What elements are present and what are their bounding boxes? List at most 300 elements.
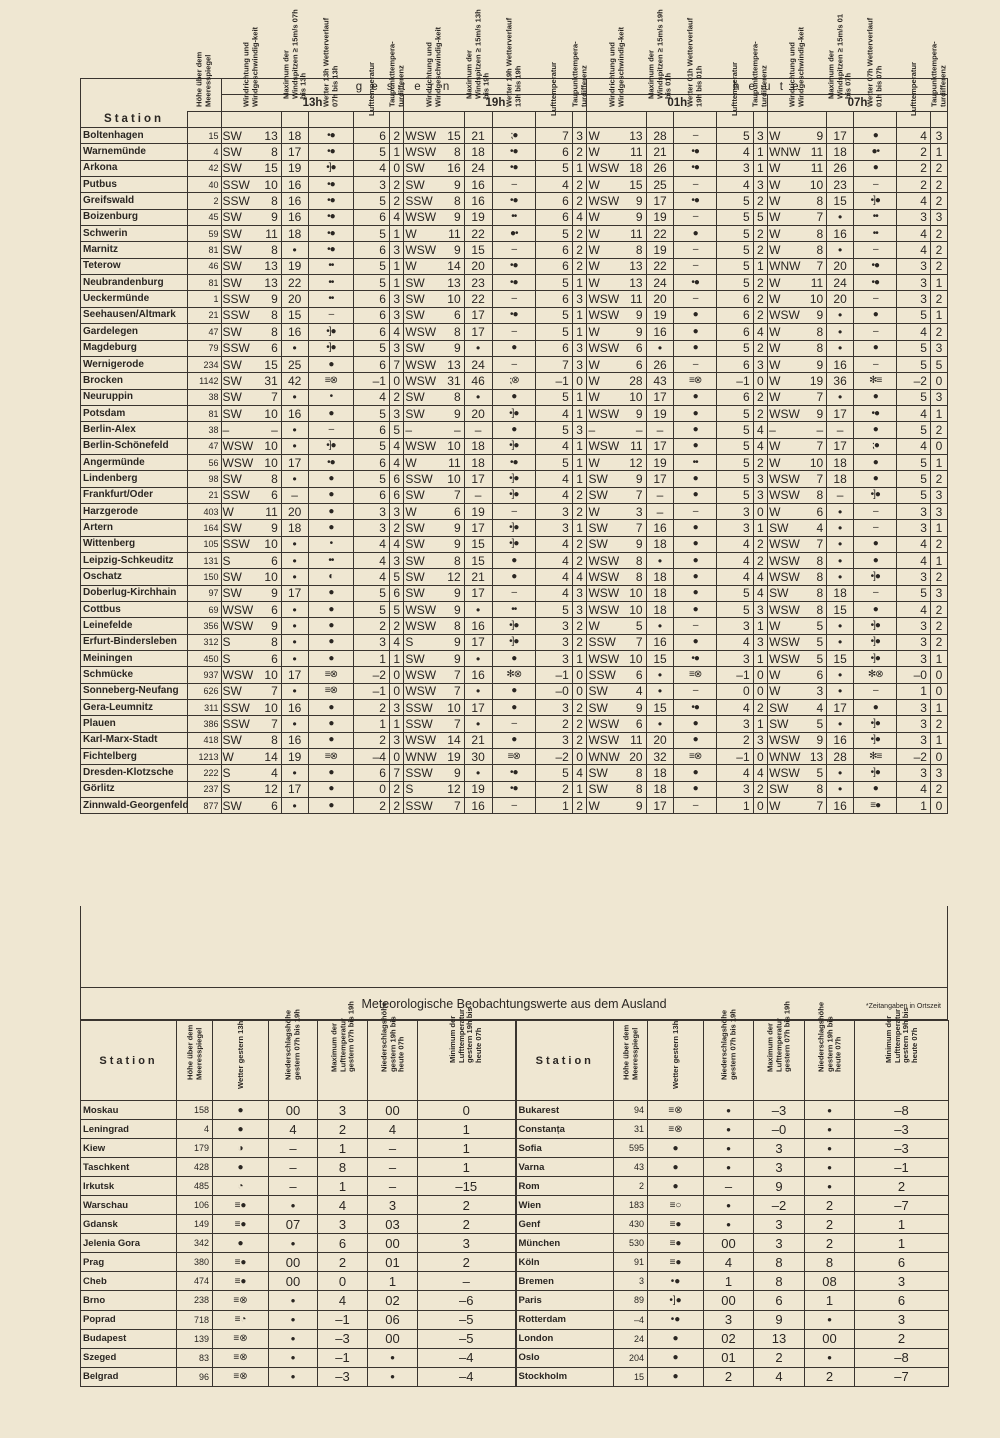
wind-max: •	[646, 340, 674, 356]
dewpoint-difference: 1	[930, 275, 947, 291]
weather-symbol: ●	[853, 552, 897, 568]
weather-symbol: •●	[674, 144, 716, 160]
ausland-value: –1	[318, 1348, 368, 1367]
weather-symbol: –	[853, 291, 897, 307]
air-temperature: –0	[536, 683, 573, 699]
ausland-value: 6	[855, 1253, 949, 1272]
ausland-value: 204	[614, 1348, 648, 1367]
ausland-station-name: Poprad	[81, 1310, 177, 1329]
station-name: Magdeburg	[81, 340, 188, 356]
ausland-station-name: Jelenia Gora	[81, 1234, 177, 1253]
wind-max: •	[281, 798, 308, 814]
dewpoint-difference: 4	[389, 634, 404, 650]
weather-symbol: –	[674, 503, 716, 519]
wind-direction: WSW	[404, 602, 443, 618]
wind-direction: SSW	[222, 292, 250, 307]
dewpoint-difference: 0	[930, 798, 947, 814]
ausland-value: 4	[318, 1291, 368, 1310]
air-temperature: 5	[897, 585, 930, 601]
wind-direction: WSW	[404, 667, 443, 683]
wind-direction: SW	[221, 683, 251, 699]
dewpoint-difference: 2	[930, 618, 947, 634]
air-temperature: 6	[716, 356, 753, 372]
wind-max: 15	[646, 651, 674, 667]
wind-max: 25	[646, 177, 674, 193]
weather-symbol: •]●	[853, 716, 897, 732]
dewpoint-difference: 1	[753, 618, 768, 634]
dewpoint-difference: 2	[572, 487, 587, 503]
dewpoint-difference: 3	[930, 503, 947, 519]
wind-speed: 7	[624, 520, 646, 536]
air-temperature: 5	[897, 389, 930, 405]
wind-direction: SSW	[222, 341, 250, 356]
wind-speed: 8	[804, 340, 826, 356]
wind-speed: 8	[251, 144, 281, 160]
ausland-station-header-right: Station	[516, 1021, 614, 1101]
col-header-p01-4: Taupunkttempera-turdifferenz	[753, 111, 768, 127]
dewpoint-difference: 1	[930, 651, 947, 667]
air-temperature: 4	[897, 226, 930, 242]
table-row	[81, 307, 948, 323]
ausland-value: •	[805, 1101, 855, 1120]
table-row	[81, 683, 948, 699]
table-row	[81, 422, 948, 438]
station-name: Brocken	[81, 373, 188, 389]
wind-max: 19	[646, 405, 674, 421]
wind-speed: 9	[624, 798, 646, 814]
wind-direction: W	[587, 177, 624, 193]
wind-direction: SW	[221, 209, 251, 225]
weather-symbol: •]●	[853, 732, 897, 748]
ausland-value: –8	[855, 1101, 949, 1120]
wind-speed: 10	[251, 177, 281, 193]
air-temperature: 4	[716, 144, 753, 160]
wind-direction: W	[768, 356, 805, 372]
wind-max: 17	[827, 700, 854, 716]
ausland-value: –	[269, 1177, 318, 1196]
wind-direction: W	[768, 193, 805, 209]
weather-symbol: •●	[492, 160, 536, 176]
station-height: 105	[188, 536, 221, 552]
wind-direction: SW	[587, 781, 624, 797]
dewpoint-difference: 3	[389, 340, 404, 356]
dewpoint-difference: 0	[753, 749, 768, 765]
ausland-value: 428	[177, 1158, 213, 1177]
wind-direction: WSW	[404, 324, 443, 340]
weather-symbol: ●	[674, 732, 716, 748]
station-height: 237	[188, 781, 221, 797]
air-temperature: 3	[716, 160, 753, 176]
ausland-col-header-left-0: Höhe über dem Meeresspiegel	[177, 1021, 213, 1101]
wind-speed: 9	[624, 193, 646, 209]
dewpoint-difference: 0	[753, 683, 768, 699]
weather-symbol: •]●	[308, 438, 354, 454]
weather-symbol: ●	[674, 569, 716, 585]
wind-direction: W	[587, 324, 624, 340]
ausland-row	[81, 1234, 949, 1253]
wind-direction: W	[768, 160, 805, 176]
wind-max: 17	[646, 389, 674, 405]
station-name: Boltenhagen	[81, 128, 188, 144]
dewpoint-difference: 3	[389, 405, 404, 421]
air-temperature: 3	[897, 569, 930, 585]
wind-speed: 11	[624, 291, 646, 307]
wind-speed: 9	[624, 324, 646, 340]
ausland-value: –	[418, 1272, 516, 1291]
station-height: 81	[188, 405, 221, 421]
dewpoint-difference: 1	[753, 144, 768, 160]
ausland-value: 9	[754, 1177, 805, 1196]
ausland-section	[80, 988, 948, 1387]
ausland-value: 2	[418, 1215, 516, 1234]
ausland-value: 3	[754, 1215, 805, 1234]
wind-speed: 5	[804, 716, 826, 732]
wind-direction: W	[587, 275, 624, 291]
ausland-note: *Zeitangaben in Ortszeit	[865, 1003, 941, 1010]
air-temperature: 5	[536, 275, 573, 291]
dewpoint-difference: 3	[753, 356, 768, 372]
wind-max: 20	[464, 405, 492, 421]
air-temperature: 6	[354, 128, 390, 144]
wind-speed: 9	[624, 209, 646, 225]
air-temperature: 2	[536, 716, 573, 732]
weather-symbol: ••	[308, 275, 354, 291]
weather-symbol: •●	[308, 144, 354, 160]
wind-max: 26	[827, 160, 854, 176]
ausland-value: –4	[418, 1348, 516, 1367]
ausland-value: 0	[418, 1101, 516, 1120]
wind-speed: 8	[624, 569, 646, 585]
air-temperature: 6	[536, 144, 573, 160]
wind-speed: 4	[251, 765, 281, 781]
header-07h: 07h	[768, 95, 948, 111]
dewpoint-difference: 2	[389, 177, 404, 193]
wind-max: 18	[646, 585, 674, 601]
weather-symbol: –	[853, 683, 897, 699]
ausland-station-name: Moskau	[81, 1101, 177, 1120]
wind-direction: SW	[587, 700, 624, 716]
wind-speed: 9	[624, 307, 646, 323]
weather-symbol: •●	[492, 275, 536, 291]
station-name: Arkona	[81, 160, 188, 176]
weather-symbol: •]●	[308, 324, 354, 340]
air-temperature: 5	[716, 226, 753, 242]
station-height: 97	[188, 585, 221, 601]
air-temperature: 5	[716, 585, 753, 601]
ausland-value: 9	[754, 1310, 805, 1329]
wind-max: 32	[646, 749, 674, 765]
weather-symbol: ●•	[492, 226, 536, 242]
air-temperature: 6	[536, 242, 573, 258]
air-temperature: 2	[536, 781, 573, 797]
dewpoint-difference: 0	[572, 683, 587, 699]
wind-direction: WSW	[587, 716, 624, 732]
wind-speed: 9	[804, 307, 826, 323]
wind-speed: 10	[624, 602, 646, 618]
dewpoint-difference: 7	[389, 356, 404, 372]
station-height: 418	[188, 732, 221, 748]
wind-direction: WSW	[404, 356, 443, 372]
ausland-row	[81, 1291, 949, 1310]
wind-speed: 11	[251, 503, 281, 519]
ausland-value: –3	[318, 1329, 368, 1348]
weather-symbol: •●	[674, 651, 716, 667]
ausland-station-name: Warschau	[81, 1196, 177, 1215]
dewpoint-difference: 2	[572, 798, 587, 814]
wind-speed: 9	[443, 602, 464, 618]
air-temperature: 6	[716, 389, 753, 405]
ausland-value: ≡⊗	[213, 1348, 269, 1367]
dewpoint-difference: 0	[753, 503, 768, 519]
ausland-station-name: Wien	[516, 1196, 614, 1215]
ausland-value: •	[269, 1329, 318, 1348]
wind-direction: SW	[404, 291, 443, 307]
weather-symbol: ●	[308, 520, 354, 536]
weather-symbol: •●	[492, 307, 536, 323]
dewpoint-difference: 2	[930, 536, 947, 552]
air-temperature: 4	[897, 242, 930, 258]
wind-direction: W	[587, 503, 624, 519]
wind-max: –	[281, 487, 308, 503]
weather-symbol: –	[674, 128, 716, 144]
wind-direction: WSW	[404, 128, 443, 144]
ausland-value: ●	[648, 1367, 704, 1386]
ausland-row	[81, 1215, 949, 1234]
wind-direction: SW	[404, 487, 443, 503]
wind-speed: 11	[251, 226, 281, 242]
weather-symbol: –	[492, 242, 536, 258]
weather-symbol: ⁏●	[853, 438, 897, 454]
dewpoint-difference: 2	[753, 275, 768, 291]
col-header-p07-3: Lufttemperatur	[897, 111, 930, 127]
wind-speed: 8	[804, 226, 826, 242]
ausland-value: 3	[318, 1215, 368, 1234]
ausland-value: –5	[418, 1329, 516, 1348]
dewpoint-difference: 2	[572, 503, 587, 519]
dewpoint-difference: 4	[389, 454, 404, 470]
ausland-value: 01	[368, 1253, 418, 1272]
weather-symbol: •●	[308, 209, 354, 225]
wind-max: •	[827, 716, 854, 732]
station-height: 59	[188, 226, 221, 242]
dewpoint-difference: 3	[930, 389, 947, 405]
wind-direction: SSW	[222, 537, 250, 552]
wind-max: 18	[281, 128, 308, 144]
wind-speed: 6	[443, 307, 464, 323]
weather-symbol: ●	[308, 798, 354, 814]
table-row	[81, 177, 948, 193]
wind-max: •	[646, 667, 674, 683]
ausland-value: ●	[648, 1177, 704, 1196]
dewpoint-difference: 2	[930, 569, 947, 585]
air-temperature: 1	[354, 651, 390, 667]
wind-max: 16	[281, 700, 308, 716]
air-temperature: –2	[536, 749, 573, 765]
wind-max: •	[281, 634, 308, 650]
wind-speed: 8	[443, 389, 464, 405]
table-row	[81, 340, 948, 356]
ausland-value: •●	[648, 1310, 704, 1329]
wind-speed: 9	[443, 405, 464, 421]
air-temperature: 4	[354, 552, 390, 568]
station-name: Berlin-Alex	[81, 422, 188, 438]
dewpoint-difference: 1	[572, 307, 587, 323]
wind-max: 18	[646, 602, 674, 618]
ausland-col-header-right-5: Minimum der Lufttemperatur gestern 19h bis heute 07h	[855, 1021, 949, 1101]
wind-direction: SW	[221, 732, 251, 748]
ausland-value: 1	[704, 1272, 754, 1291]
station-name: Dresden-Klotzsche	[81, 765, 188, 781]
wind-speed: 6	[624, 716, 646, 732]
air-temperature: 6	[354, 242, 390, 258]
air-temperature: 0	[354, 781, 390, 797]
air-temperature: 4	[716, 765, 753, 781]
wind-speed: 7	[443, 683, 464, 699]
air-temperature: 3	[716, 503, 753, 519]
dewpoint-difference: 3	[930, 765, 947, 781]
air-temperature: 3	[716, 781, 753, 797]
ausland-value: ●	[648, 1329, 704, 1348]
ausland-station-name: Rotterdam	[516, 1310, 614, 1329]
wind-max: •	[281, 389, 308, 405]
dewpoint-difference: 2	[572, 144, 587, 160]
weather-symbol: ●	[674, 602, 716, 618]
wind-max: •	[827, 242, 854, 258]
ausland-value: –	[269, 1139, 318, 1158]
ausland-value: 01	[704, 1348, 754, 1367]
wind-speed: 10	[804, 291, 826, 307]
station-name: Harzgerode	[81, 503, 188, 519]
air-temperature: 6	[354, 487, 390, 503]
ausland-value: 3	[368, 1196, 418, 1215]
wind-speed: 13	[624, 128, 646, 144]
ausland-station-name: Prag	[81, 1253, 177, 1272]
air-temperature: 3	[536, 651, 573, 667]
air-temperature: 4	[354, 569, 390, 585]
ausland-value: 2	[855, 1329, 949, 1348]
wind-max: 15	[464, 242, 492, 258]
weather-symbol: –	[853, 503, 897, 519]
ausland-station-name: London	[516, 1329, 614, 1348]
wind-direction: WSW	[404, 209, 443, 225]
air-temperature: 7	[536, 128, 573, 144]
dewpoint-difference: 2	[930, 634, 947, 650]
weather-symbol: •●	[308, 226, 354, 242]
station-name: Oschatz	[81, 569, 188, 585]
weather-symbol: –	[674, 356, 716, 372]
ausland-value: –3	[754, 1101, 805, 1120]
weather-symbol: ••	[853, 209, 897, 225]
wind-direction: S	[404, 781, 443, 797]
wind-speed: 20	[624, 749, 646, 765]
weather-symbol: ●	[674, 520, 716, 536]
wind-speed: 13	[624, 275, 646, 291]
air-temperature: 3	[716, 651, 753, 667]
wind-max: 28	[646, 128, 674, 144]
station-name: Leinefelde	[81, 618, 188, 634]
wind-max: •	[827, 324, 854, 340]
ausland-value: ●	[213, 1101, 269, 1120]
header-heute: h e u t e	[587, 79, 948, 95]
wind-direction: WNW	[768, 749, 805, 765]
air-temperature: 3	[897, 258, 930, 274]
weather-symbol: ••	[308, 552, 354, 568]
weather-symbol: ●	[492, 340, 536, 356]
weather-symbol: •	[308, 389, 354, 405]
table-row	[81, 275, 948, 291]
station-height: 69	[188, 602, 221, 618]
weather-symbol: •●	[492, 258, 536, 274]
ausland-value: 3	[855, 1272, 949, 1291]
dewpoint-difference: 1	[389, 258, 404, 274]
air-temperature: 5	[536, 307, 573, 323]
wind-speed: 7	[804, 209, 826, 225]
dewpoint-difference: 2	[572, 226, 587, 242]
ausland-value: 595	[614, 1139, 648, 1158]
air-temperature: 5	[354, 602, 390, 618]
col-header-p13-1: Maximum der Windspitzen ≥ 15m/s 07h bis 13h	[281, 111, 308, 127]
station-name: Seehausen/Altmark	[81, 307, 188, 323]
wind-direction: WNW	[768, 144, 805, 160]
weather-symbol: –	[492, 356, 536, 372]
wind-speed: –	[804, 422, 826, 438]
wind-max: •	[827, 307, 854, 323]
wind-speed: 9	[443, 585, 464, 601]
wind-max: 16	[646, 520, 674, 536]
ausland-value: 8	[754, 1253, 805, 1272]
ausland-value: 00	[805, 1329, 855, 1348]
table-row	[81, 765, 948, 781]
wind-direction: W	[768, 128, 805, 144]
wind-max: 16	[281, 405, 308, 421]
wind-direction: W	[768, 291, 805, 307]
table-row	[81, 651, 948, 667]
wind-max: •	[827, 520, 854, 536]
weather-symbol: ●	[674, 487, 716, 503]
weather-symbol: ●	[674, 765, 716, 781]
ausland-station-name: Bukarest	[516, 1101, 614, 1120]
wind-direction: WSW	[222, 619, 254, 634]
air-temperature: 5	[716, 454, 753, 470]
weather-symbol: ◐	[308, 569, 354, 585]
wind-max: 17	[464, 324, 492, 340]
air-temperature: 3	[536, 618, 573, 634]
ausland-value: 4	[368, 1120, 418, 1139]
dewpoint-difference: 4	[389, 438, 404, 454]
wind-max: 18	[464, 454, 492, 470]
weather-symbol: •]●	[853, 634, 897, 650]
wind-speed: 11	[804, 275, 826, 291]
air-temperature: 5	[354, 144, 390, 160]
wind-direction: WSW	[404, 732, 443, 748]
wind-direction: W	[404, 258, 443, 274]
wind-direction: SSW	[404, 700, 443, 716]
wind-speed: 8	[251, 242, 281, 258]
header-gestern: g e s t e r n	[221, 79, 587, 95]
dewpoint-difference: 2	[753, 242, 768, 258]
wind-max: 18	[464, 438, 492, 454]
weather-symbol: ≡●	[853, 798, 897, 814]
wind-speed: 8	[804, 781, 826, 797]
wind-direction: W	[768, 389, 805, 405]
ausland-station-name: München	[516, 1234, 614, 1253]
ausland-value: 2	[805, 1234, 855, 1253]
wind-direction: W	[768, 177, 805, 193]
wind-max: 17	[827, 405, 854, 421]
wind-direction: WSW	[222, 668, 254, 683]
dewpoint-difference: 2	[572, 716, 587, 732]
dewpoint-difference: 6	[389, 585, 404, 601]
